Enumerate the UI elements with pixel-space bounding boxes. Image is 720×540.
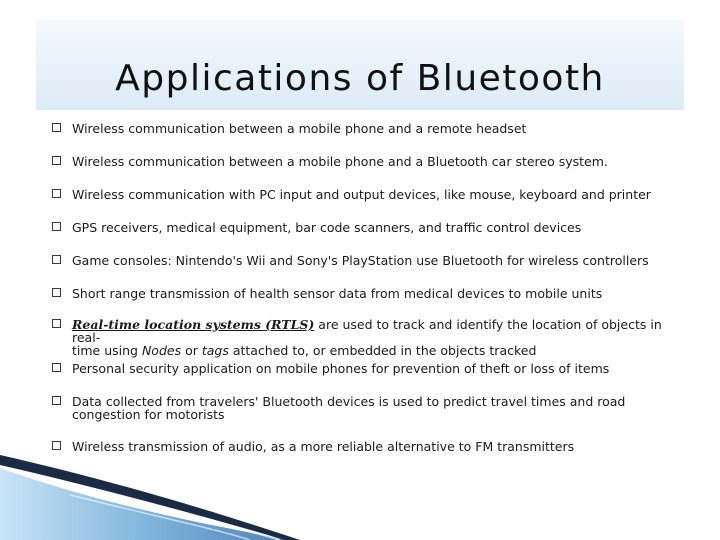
bullet-text: Personal security application on mobile phones for prevention of theft or loss of items <box>72 361 610 376</box>
rtls-text-line1: are used to track and identify the location of objects in real- <box>72 317 662 345</box>
bullet-text: Wireless transmission of audio, as a more reliable alternative to FM transmitters <box>72 439 575 454</box>
bullet-text: Wireless communication between a mobile phone and a remote headset <box>72 121 527 136</box>
slide-title: Applications of Bluetooth <box>115 58 605 99</box>
or-text: or <box>181 343 202 358</box>
rtls-text-line2a: time using <box>72 343 142 358</box>
bullet-text: Wireless communication between a mobile phone and a Bluetooth car stereo system. <box>72 154 608 169</box>
rtls-term: Real-time location systems (RTLS) <box>72 317 315 332</box>
bullet-text-line2: congestion for motorists <box>72 407 225 422</box>
bullet-text: Short range transmission of health sensor data from medical devices to mobile units <box>72 286 603 301</box>
nodes-term: Nodes <box>141 343 182 358</box>
bullet-text: Game consoles: Nintendo's Wii and Sony's PlayStation use Bluetooth for wireless controllers <box>72 253 649 268</box>
bullet-text-line1: Data collected from travelers' Bluetooth devices is used to predict travel times and road <box>72 394 626 409</box>
rtls-text-line2b: attached to, or embedded in the objects tracked <box>228 343 537 358</box>
tags-term: tags <box>201 343 229 358</box>
bullet-text: Wireless communication with PC input and output devices, like mouse, keyboard and printer <box>72 187 651 202</box>
bullet-text: GPS receivers, medical equipment, bar code scanners, and traffic control devices <box>72 220 582 235</box>
